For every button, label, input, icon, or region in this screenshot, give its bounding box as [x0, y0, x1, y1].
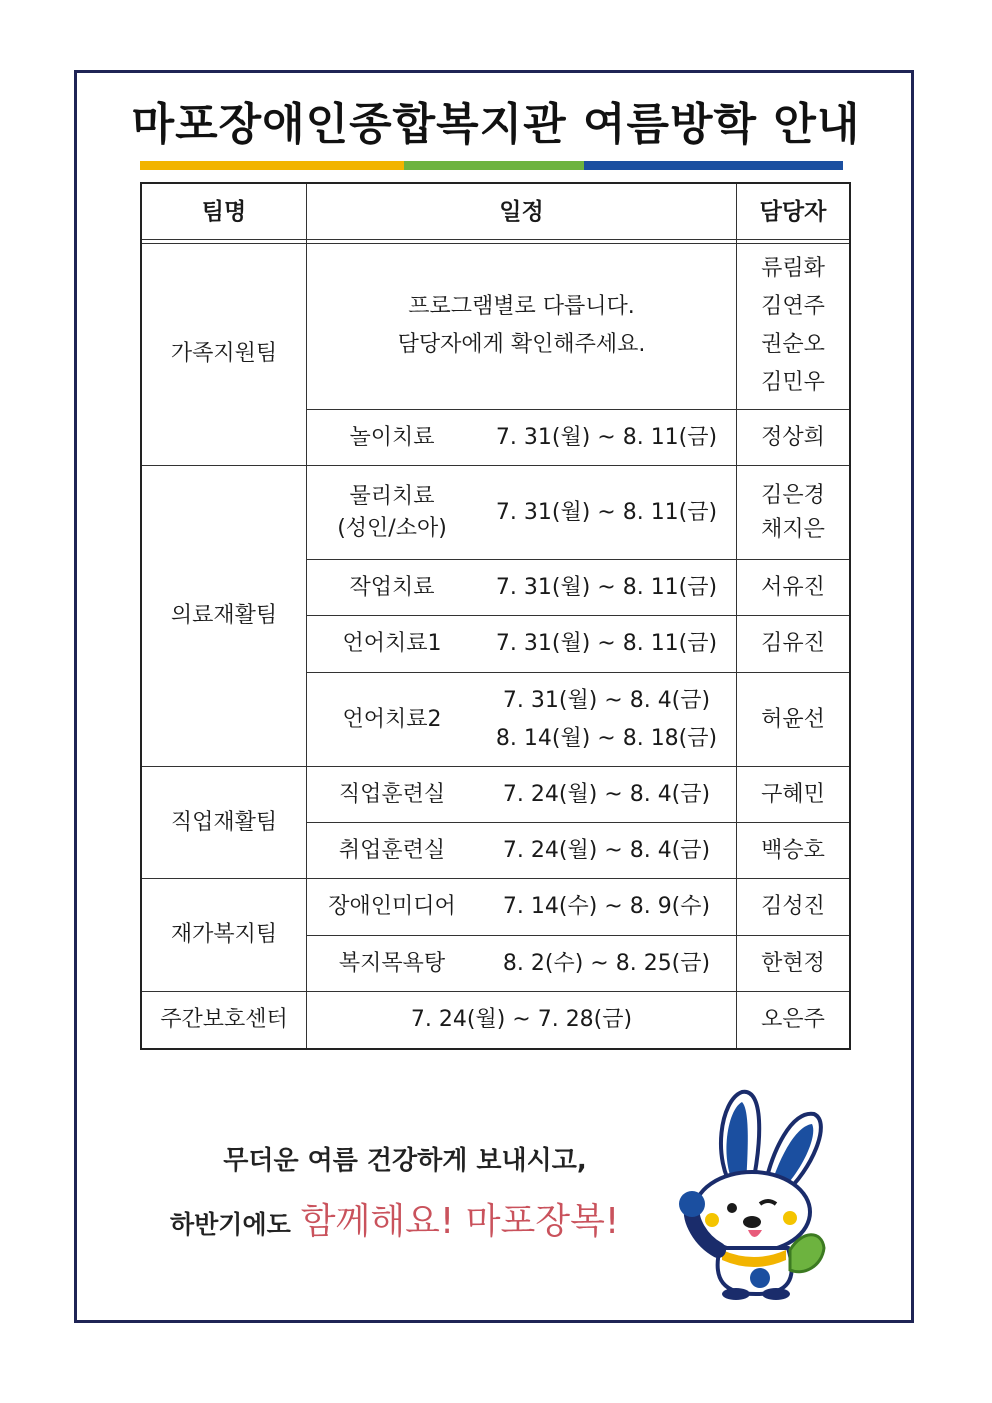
- header-manager: 담당자: [759, 198, 827, 225]
- header-schedule: 일정: [499, 198, 544, 225]
- team-family: 가족지원팀: [170, 341, 278, 366]
- manager-name: 한현정: [761, 950, 825, 976]
- manager-name: 서유진: [761, 574, 825, 600]
- family-managers: [737, 243, 849, 409]
- accent-bar-green: [404, 161, 584, 170]
- schedule-table: [140, 182, 851, 1050]
- manager-name: 김연주: [761, 294, 825, 319]
- program-name: 작업치료: [349, 574, 435, 600]
- program-date: 7. 24(월) ~ 7. 28(금): [410, 1007, 633, 1032]
- manager-list: [737, 466, 849, 559]
- manager-name: 류림화: [761, 256, 825, 281]
- program-date: 7. 31(월) ~ 8. 11(금): [495, 424, 718, 450]
- family-note-line: 담당자에게 확인해주세요.: [397, 332, 646, 357]
- program-date: 7. 24(월) ~ 8. 4(금): [502, 837, 711, 863]
- manager-name: 구혜민: [761, 781, 825, 807]
- program-date: 7. 31(월) ~ 8. 11(금): [495, 499, 718, 525]
- manager-name: 김유진: [761, 631, 825, 656]
- program-name: 놀이치료: [349, 424, 435, 450]
- program-name: 복지목욕탕: [338, 950, 446, 976]
- team-vocational: 직업재활팀: [170, 809, 278, 835]
- program-date-line: 8. 14(월) ~ 8. 18(금): [495, 725, 718, 751]
- program-date: 7. 24(월) ~ 8. 4(금): [502, 781, 711, 807]
- program-date: 7. 14(수) ~ 8. 9(수): [502, 894, 711, 919]
- manager-name: 김성진: [761, 894, 825, 919]
- program-date: 7. 31(월) ~ 8. 11(금): [495, 631, 718, 656]
- manager-name: 권순오: [761, 332, 825, 357]
- program-name: [307, 466, 477, 559]
- manager-name: 백승호: [761, 837, 825, 863]
- manager-name: 허윤선: [761, 706, 825, 732]
- program-date: 7. 31(월) ~ 8. 11(금): [495, 574, 718, 600]
- closing-highlight: 함께해요! 마포장복!: [300, 1201, 620, 1242]
- manager-name: 오은주: [761, 1007, 825, 1032]
- program-name: 장애인미디어: [328, 894, 456, 919]
- family-note-line: 프로그램별로 다릅니다.: [408, 294, 635, 319]
- team-medical: 의료재활팀: [170, 603, 278, 628]
- header-team: 팀명: [201, 198, 247, 225]
- family-note: [307, 243, 736, 409]
- team-daycare: 주간보호센터: [160, 1007, 288, 1032]
- manager-name: 채지은: [761, 516, 825, 542]
- program-name-line: 물리치료: [349, 483, 435, 509]
- page-title: 마포장애인종합복지관 여름방학 안내: [131, 99, 861, 150]
- closing-prefix: 하반기에도: [170, 1210, 291, 1239]
- manager-name: 김민우: [761, 370, 825, 395]
- program-name: 직업훈련실: [338, 781, 446, 807]
- program-date: [477, 673, 736, 766]
- program-name: 언어치료1: [342, 631, 442, 656]
- closing-line-1: 무더운 여름 건강하게 보내시고,: [223, 1146, 587, 1176]
- manager-name: 김은경: [761, 482, 825, 508]
- program-name: 취업훈련실: [338, 837, 446, 863]
- closing-line-2: [170, 1193, 690, 1244]
- rabbit-mascot-icon: [672, 1080, 842, 1300]
- manager-name: 정상희: [761, 424, 825, 450]
- program-date-line: 7. 31(월) ~ 8. 4(금): [502, 687, 711, 713]
- accent-bar-yellow: [140, 161, 404, 170]
- program-name: 언어치료2: [342, 706, 442, 732]
- accent-bar-blue: [584, 161, 843, 170]
- program-name-line: (성인/소아): [337, 515, 447, 541]
- team-home: 재가복지팀: [170, 922, 278, 947]
- program-date: 8. 2(수) ~ 8. 25(금): [502, 950, 711, 976]
